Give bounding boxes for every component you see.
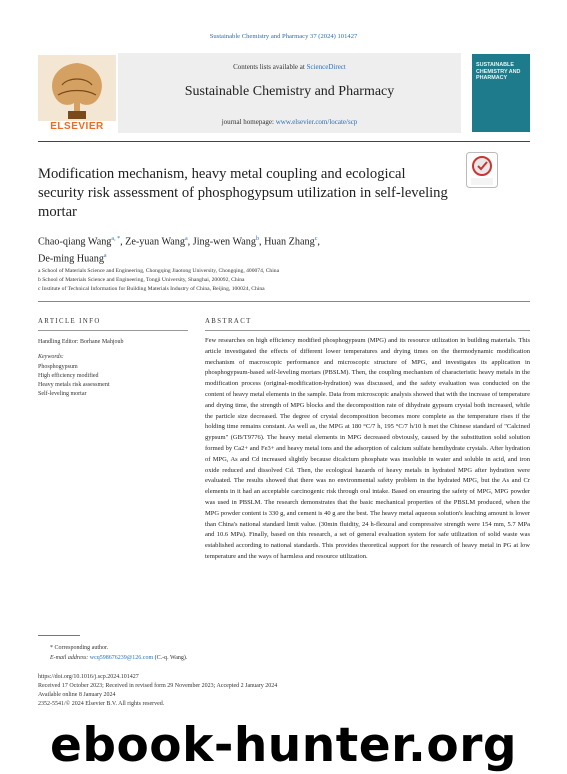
author-name[interactable]: Jing-wen Wang	[192, 236, 256, 248]
email-label: E-mail address:	[50, 655, 90, 661]
corresponding-author-note: * Corresponding author.	[50, 645, 109, 651]
abstract-text: Few researches on high efficiency modified phosphogypsum (MPG) and its resource utilization in building materials. This article investigated the effects of different lower temperatures and drying times on the thermodynamic modification mechanism of macroscopic performance and microscopic structure of MPG, and investigates its application in phosphogypsum-based self-leveling mortars (PBSLM). Then, the coupling mechanism of characteristic heavy metals in the modification process (original-modification-hydration) was discussed, and the safety evaluation was conducted on the content of heavy metal elements in the sample. Data from microscopic analysis showed that with the increase of temperature and drying time, the strength of MPG blocks and the decomposition rate of dihydrate gypsum crystal both increased, while the particle size decreased. The degree of crystal decomposition becomes more complete as the temperature rises if the holding time remains constant. As well as, the MPG at 180 °C/7 h, 195 °C/7 h/10 h met the Chinese standard of "Calcined gypsum" (GB/T9776). The heavy metal elements in MPG decreased obviously, caused by the substitution solid solution formed by Ca2+ and Fe3+ and heavy metal ions and the adsorption of calcium sulfate hemihydrate crystals. After hydration of MPG, As and Cd increased slightly because dicalcium phosphate was insoluble in water and soluble in acid, and iron oxide reduced and dissolved Cd. Then, the ecological hazards of heavy metals in hydrated MPG after hydration were evaluated. The results showed that there was no environmental safety problem in the hydrated MPG, but the As and Cr elements in it had an acceptable carcinogenic risk through oral intake. Based on ensuring the safety of MPG, MPG powder was used in PBSLM. The research demonstrates that the basic mechanical properties of the PBSLM produced, when the MPG powder content is 330 g, and cement is 40 g are the best. The heavy metal aqueous solution's leaching amount is lower than China's national standard limit value. (30min fluidity, 24 h-flexural and compressive strength were 154 mm, 5.7 MPa and 10.6 MPa). Finally, based on this research, a set of general evaluation system for safe utilization of solid waste was established according to national standards. This provides theoretical support for the research of heavy metal in PG at low temperature and the ways of harmless and resource utilization.	[205, 337, 530, 560]
received-dates: Received 17 October 2023; Received in revised form 29 November 2023; Accepted 2 January 2024	[38, 683, 278, 689]
contents-prefix: Contents lists available at	[233, 63, 307, 71]
journal-cover-text: SUSTAINABLE CHEMISTRY AND PHARMACY	[476, 62, 521, 81]
keyword-item: High efficiency modified	[38, 373, 99, 379]
keyword-item: Self-leveling mortar	[38, 391, 87, 397]
footnote-divider	[38, 635, 80, 636]
author-separator: ,	[120, 236, 126, 248]
keywords-label: Keywords:	[38, 354, 64, 360]
author-list	[38, 232, 518, 267]
doi-link[interactable]: https://doi.org/10.1016/j.scp.2024.101427	[38, 674, 139, 680]
sciencedirect-link[interactable]: ScienceDirect	[306, 63, 346, 71]
homepage-prefix: journal homepage:	[221, 118, 276, 126]
homepage-line	[118, 118, 461, 126]
check-for-updates-icon[interactable]	[466, 152, 498, 188]
author-name[interactable]: De-ming Huang	[38, 253, 104, 265]
journal-title: Sustainable Chemistry and Pharmacy	[184, 84, 395, 99]
elsevier-wordmark: ELSEVIER	[50, 121, 104, 132]
author-affiliation-mark[interactable]: b	[255, 236, 259, 242]
affiliation-divider	[38, 301, 530, 302]
affiliation-a: a School of Materials Science and Engineering, Chongqing Jiaotong University, Chongqing, 400074, China	[38, 268, 280, 274]
author-name[interactable]: Chao-qiang Wang	[38, 236, 112, 248]
email-suffix: (C.-q. Wang).	[153, 655, 188, 661]
author-separator: ,	[187, 236, 193, 248]
author-affiliation-mark[interactable]: a	[184, 236, 188, 242]
keyword-item: Heavy metals risk assessment	[38, 382, 110, 388]
contents-line	[118, 63, 461, 71]
header-divider	[38, 141, 530, 142]
email-link[interactable]: wcq598676239@126.com	[89, 655, 154, 661]
author-separator: ,	[258, 236, 265, 248]
copyright-line: 2352-5541/© 2024 Elsevier B.V. All rights reserved.	[38, 701, 165, 707]
author-separator: ,	[317, 236, 320, 248]
keyword-item: Phosphogypsum	[38, 364, 78, 370]
journal-reference[interactable]: Sustainable Chemistry and Pharmacy 37 (2024) 101427	[209, 33, 358, 40]
watermark-text: ebook-hunter.org	[49, 718, 518, 773]
author-affiliation-mark[interactable]: c	[314, 236, 318, 242]
abstract-rule	[205, 330, 530, 331]
affiliation-b: b School of Materials Science and Engineering, Tongji University, Shanghai, 200092, China	[38, 277, 245, 283]
handling-editor: Handling Editor: Borhane Mahjoub	[38, 339, 124, 345]
affiliation-c: c Institute of Technical Information for Building Materials Industry of China, Beijing, 100024, China	[38, 286, 265, 292]
homepage-link[interactable]: www.elsevier.com/locate/scp	[275, 118, 358, 126]
author-name[interactable]: Huan Zhang	[264, 236, 315, 248]
author-affiliation-mark[interactable]: a, *	[111, 236, 121, 242]
author-name[interactable]: Ze-yuan Wang	[125, 236, 185, 248]
article-info-heading: ARTICLE INFO	[38, 318, 101, 325]
article-info-rule	[38, 330, 188, 331]
available-online: Available online 8 January 2024	[38, 692, 116, 698]
email-line	[50, 655, 187, 661]
abstract-heading: ABSTRACT	[205, 318, 252, 325]
author-affiliation-mark[interactable]: a	[103, 253, 107, 260]
article-title: Modification mechanism, heavy metal coupling and ecological security risk assessment of phosphogypsum utilization in self-leveling mortar	[38, 166, 448, 220]
